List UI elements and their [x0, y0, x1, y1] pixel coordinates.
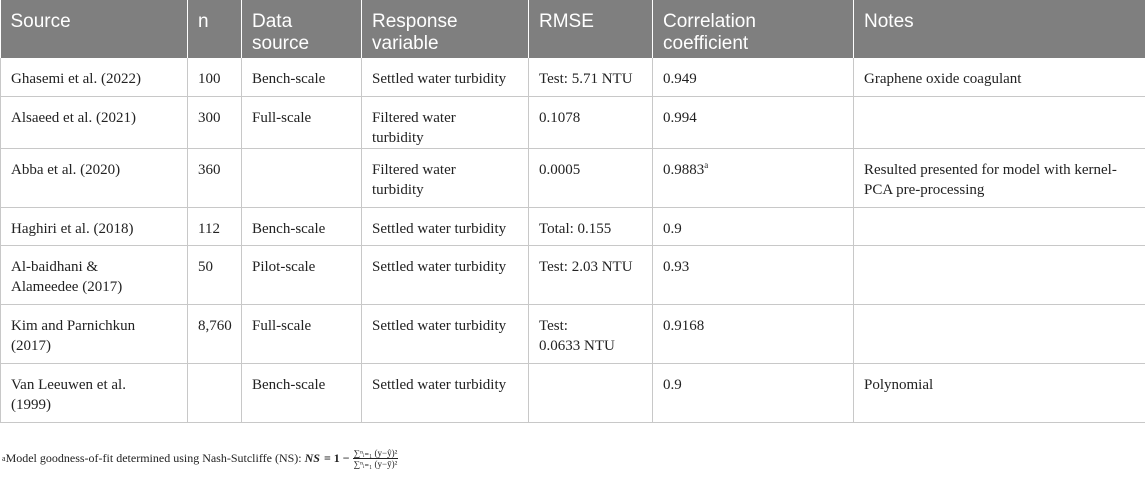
cell-response [362, 96, 529, 148]
cell-text: Test: [539, 317, 568, 334]
cell-text: 8,760 [198, 317, 232, 334]
table-footnote [2, 448, 398, 469]
cell-text: 0.994 [663, 109, 697, 126]
cell-rmse [529, 245, 653, 304]
formula-eq: = 1 − [323, 451, 350, 465]
cell-text: Pilot-scale [252, 258, 316, 275]
cell-text: 0.9 [663, 220, 682, 237]
table-row [1, 148, 1145, 207]
cell-response [362, 58, 529, 96]
formula-fraction [353, 448, 399, 469]
cell-n [188, 58, 242, 96]
header-label: Correlation [663, 11, 756, 32]
cell-text: Total: 0.155 [539, 220, 612, 237]
cell-text: Test: 2.03 NTU [539, 258, 633, 275]
cell-source [1, 148, 188, 207]
cell-source [1, 58, 188, 96]
cell-data-source [242, 58, 362, 96]
cell-text: 0.1078 [539, 109, 581, 126]
cell-rmse [529, 207, 653, 245]
cell-text: Full-scale [252, 317, 312, 334]
header-label: source [252, 33, 310, 54]
cell-text: Bench-scale [252, 71, 326, 87]
table-row [1, 363, 1145, 422]
table-row [1, 207, 1145, 245]
footnote-text: Model goodness-of-fit determined using Nash-Sutcliffe (NS): [5, 451, 302, 465]
cell-corr [653, 363, 854, 422]
footnote-ref: a [704, 159, 709, 170]
cell-text: Full-scale [252, 109, 312, 126]
cell-response [362, 207, 529, 245]
cell-notes [854, 148, 1145, 207]
cell-rmse [529, 58, 653, 96]
cell-text: Alsaeed et al. (2021) [11, 109, 136, 126]
cell-source [1, 304, 188, 363]
cell-text: 50 [198, 258, 213, 275]
cell-response [362, 245, 529, 304]
header-label: variable [372, 33, 439, 54]
cell-response [362, 148, 529, 207]
cell-text: Filtered water [372, 161, 456, 178]
header-response-variable [362, 0, 529, 58]
table-row [1, 96, 1145, 148]
cell-text: Kim and Parnichkun [11, 317, 136, 334]
cell-text: Settled water turbidity [372, 220, 507, 237]
formula-lhs: NS [304, 451, 320, 465]
cell-text: 0.949 [663, 71, 697, 87]
header-data-source [242, 0, 362, 58]
cell-text: Settled water turbidity [372, 258, 507, 275]
cell-notes [854, 363, 1145, 422]
cell-text: 300 [198, 109, 221, 126]
cell-text: 0.0005 [539, 161, 581, 178]
cell-notes [854, 304, 1145, 363]
cell-text: 112 [198, 220, 220, 237]
cell-data-source [242, 245, 362, 304]
cell-corr [653, 207, 854, 245]
cell-n [188, 148, 242, 207]
cell-text: 100 [198, 71, 221, 87]
cell-text: 360 [198, 161, 221, 178]
cell-text: 0.9883 [663, 161, 705, 178]
header-correlation-coefficient [653, 0, 854, 58]
cell-source [1, 363, 188, 422]
cell-text: Al-baidhani & [11, 258, 99, 275]
formula-denominator: ∑ⁿᵢ₌₁ (y−ȳ)² [353, 459, 398, 469]
cell-data-source [242, 148, 362, 207]
cell-text: 0.9 [663, 376, 682, 393]
cell-text: 0.93 [663, 258, 690, 275]
cell-notes [854, 58, 1145, 96]
header-label: RMSE [539, 11, 594, 32]
header-label: coefficient [663, 33, 749, 54]
cell-n [188, 207, 242, 245]
cell-text: Filtered water [372, 109, 456, 126]
header-notes [854, 0, 1145, 58]
cell-corr [653, 96, 854, 148]
header-label: Notes [864, 11, 914, 32]
cell-response [362, 304, 529, 363]
cell-text: Bench-scale [252, 220, 326, 237]
cell-text: (2017) [11, 337, 51, 354]
cell-notes [854, 245, 1145, 304]
cell-text: 0.9168 [663, 317, 705, 334]
table-row [1, 304, 1145, 363]
cell-text: Bench-scale [252, 376, 326, 393]
cell-n [188, 96, 242, 148]
header-n [188, 0, 242, 58]
cell-text: Resulted presented for model with kernel- [864, 161, 1117, 178]
cell-text: Settled water turbidity [372, 71, 507, 87]
cell-text: (1999) [11, 396, 51, 413]
cell-rmse [529, 304, 653, 363]
cell-rmse [529, 363, 653, 422]
cell-data-source [242, 304, 362, 363]
cell-text: Haghiri et al. (2018) [11, 220, 134, 237]
cell-notes [854, 96, 1145, 148]
cell-text: Abba et al. (2020) [11, 161, 121, 178]
cell-text: Polynomial [864, 376, 934, 393]
header-label: Response [372, 11, 458, 32]
cell-text: Settled water turbidity [372, 317, 507, 334]
cell-n [188, 363, 242, 422]
cell-source [1, 207, 188, 245]
cell-text: Settled water turbidity [372, 376, 507, 393]
cell-corr [653, 245, 854, 304]
header-label: Data [252, 11, 293, 32]
cell-data-source [242, 207, 362, 245]
header-label: n [198, 11, 209, 32]
cell-text: Van Leeuwen et al. [11, 376, 126, 393]
table-header-row [1, 0, 1145, 58]
cell-text: 0.0633 NTU [539, 337, 615, 354]
cell-text: Graphene oxide coagulant [864, 71, 1022, 87]
ns-formula [305, 448, 399, 469]
cell-source [1, 96, 188, 148]
cell-text: turbidity [372, 129, 424, 146]
cell-corr [653, 304, 854, 363]
cell-n [188, 304, 242, 363]
formula-numerator: ∑ⁿᵢ₌₁ (y−ŷ)² [353, 448, 398, 458]
cell-corr [653, 58, 854, 96]
header-rmse [529, 0, 653, 58]
cell-corr [653, 148, 854, 207]
cell-text: Alameedee (2017) [11, 278, 123, 295]
cell-data-source [242, 363, 362, 422]
cell-n [188, 245, 242, 304]
table-row [1, 245, 1145, 304]
cell-notes [854, 207, 1145, 245]
table-row [1, 58, 1145, 96]
cell-data-source [242, 96, 362, 148]
cell-text: PCA pre-processing [864, 181, 985, 198]
cell-response [362, 363, 529, 422]
cell-source [1, 245, 188, 304]
cell-text: turbidity [372, 181, 424, 198]
cell-rmse [529, 96, 653, 148]
cell-text: Ghasemi et al. (2022) [11, 71, 141, 87]
header-source [1, 0, 188, 58]
footnote-mark: a [2, 454, 6, 463]
cell-text: Test: 5.71 NTU [539, 71, 633, 87]
header-label: Source [10, 11, 71, 32]
cell-rmse [529, 148, 653, 207]
